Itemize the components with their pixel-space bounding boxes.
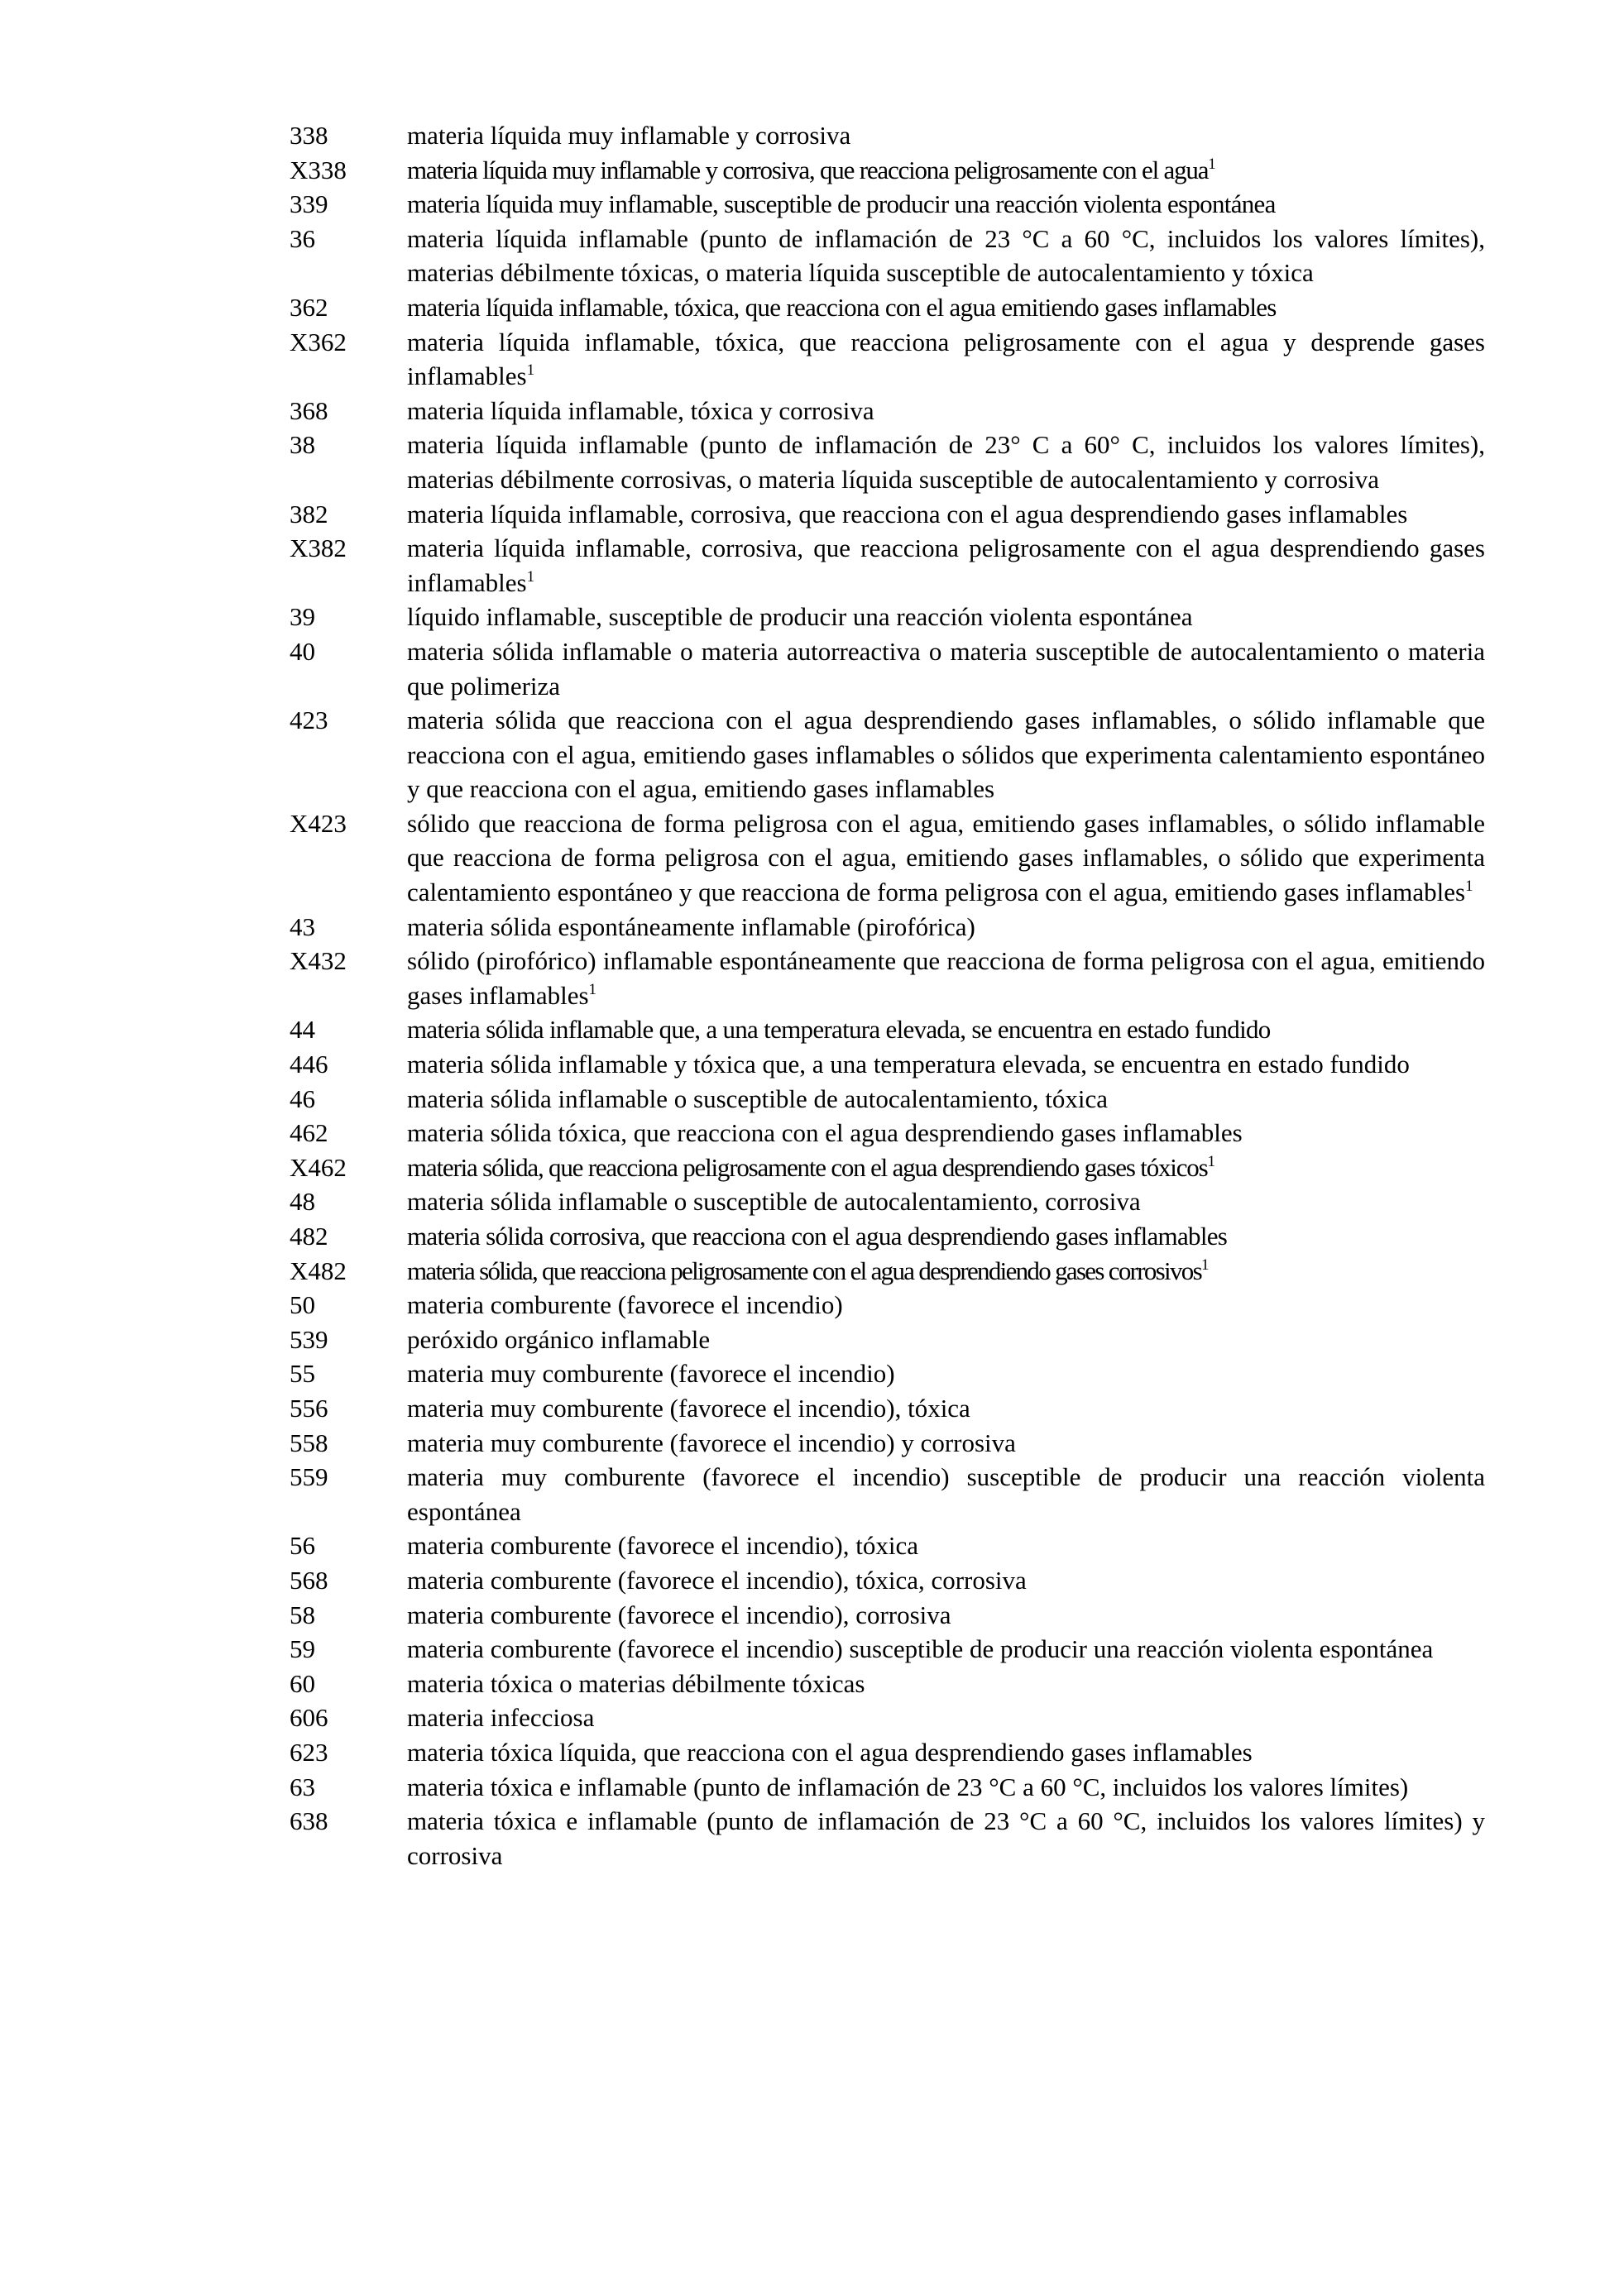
hazard-entry <box>290 222 1485 290</box>
hazard-entry <box>290 1700 1485 1735</box>
hazard-code: 44 <box>290 1015 315 1045</box>
hazard-entry <box>290 1323 1485 1357</box>
hazard-description-text: líquido inflamable, susceptible de producir una reacción violenta espontánea <box>407 602 1193 632</box>
hazard-entry <box>290 1632 1485 1667</box>
hazard-description <box>407 600 1485 634</box>
hazard-description-text: materia comburente (favorece el incendio) susceptible de producir una reacción violenta espontánea <box>407 1634 1434 1664</box>
hazard-description-text: materia muy comburente (favorece el incendio) y corrosiva <box>407 1428 1016 1457</box>
footnote-marker: 1 <box>1200 1256 1208 1274</box>
hazard-description <box>407 806 1485 910</box>
hazard-description <box>407 222 1485 290</box>
hazard-description-text: materia líquida muy inflamable y corrosiva <box>407 121 851 150</box>
hazard-code: 339 <box>290 189 328 219</box>
hazard-description <box>407 1735 1485 1770</box>
hazard-description <box>407 153 1485 188</box>
hazard-description-text: materia tóxica o materias débilmente tóxicas <box>407 1668 865 1698</box>
hazard-code: 55 <box>290 1359 315 1389</box>
hazard-description-text: materia líquida inflamable (punto de inflamación de 23° C a 60° C, incluidos los valores límites), materias débilmente corrosivas, o materia líquida susceptible de autocalentamiento y corrosiva <box>407 430 1485 494</box>
hazard-description-text: materia líquida inflamable (punto de inflamación de 23 °C a 60 °C, incluidos los valores límites), materias débilmente tóxicas, o materia líquida susceptible de autocalentamiento y tóxica <box>407 223 1485 288</box>
hazard-description <box>407 1770 1485 1805</box>
hazard-code: 446 <box>290 1050 328 1079</box>
hazard-code: 59 <box>290 1634 315 1664</box>
hazard-description <box>407 1563 1485 1598</box>
hazard-description <box>407 1391 1485 1426</box>
hazard-description <box>407 1426 1485 1461</box>
hazard-description <box>407 1356 1485 1391</box>
hazard-code: X423 <box>290 808 347 838</box>
hazard-description-text: materia sólida inflamable o susceptible de autocalentamiento, tóxica <box>407 1083 1109 1113</box>
hazard-entry <box>290 1356 1485 1391</box>
hazard-entry <box>290 1460 1485 1528</box>
hazard-description-text: materia muy comburente (favorece el incendio) <box>407 1359 895 1389</box>
hazard-description-text: materia líquida inflamable, tóxica y corrosiva <box>407 395 874 425</box>
hazard-description-text: materia comburente (favorece el incendio), corrosiva <box>407 1600 951 1629</box>
hazard-description <box>407 428 1485 496</box>
hazard-code: X482 <box>290 1256 347 1285</box>
hazard-entry <box>290 531 1485 600</box>
hazard-code: 482 <box>290 1222 328 1251</box>
hazard-description-text: materia muy comburente (favorece el incendio), tóxica <box>407 1393 970 1423</box>
hazard-description-text: materia líquida inflamable, tóxica, que reacciona peligrosamente con el agua y desprende gases inflamables <box>407 327 1485 391</box>
footnote-marker: 1 <box>1465 878 1473 896</box>
hazard-description-text: materia sólida, que reacciona peligrosamente con el agua desprendiendo gases tóxicos <box>407 1152 1208 1182</box>
hazard-entry <box>290 600 1485 634</box>
hazard-entry <box>290 1426 1485 1461</box>
hazard-code: 539 <box>290 1324 328 1354</box>
hazard-description <box>407 1150 1485 1185</box>
hazard-description <box>407 394 1485 428</box>
hazard-code: X362 <box>290 327 347 356</box>
hazard-description-text: materia tóxica líquida, que reacciona con el agua desprendiendo gases inflamables <box>407 1737 1253 1767</box>
hazard-entry <box>290 1082 1485 1117</box>
hazard-description-text: materia sólida inflamable o materia autorreactiva o materia susceptible de autocalentamiento o materia que polimeriza <box>407 636 1485 701</box>
hazard-entry <box>290 325 1485 394</box>
hazard-code: 40 <box>290 636 315 666</box>
hazard-entry <box>290 497 1485 532</box>
hazard-code: 58 <box>290 1600 315 1629</box>
hazard-description <box>407 325 1485 394</box>
hazard-code: 423 <box>290 706 328 735</box>
hazard-code: 559 <box>290 1462 328 1492</box>
hazard-code: 39 <box>290 602 315 632</box>
hazard-description-text: materia líquida inflamable, tóxica, que reacciona con el agua emitiendo gases inflamables <box>407 292 1277 322</box>
hazard-code: 36 <box>290 223 315 253</box>
hazard-code: 46 <box>290 1083 315 1113</box>
hazard-code: X432 <box>290 946 347 976</box>
hazard-description-text: materia comburente (favorece el incendio), tóxica <box>407 1531 918 1561</box>
hazard-code: 63 <box>290 1772 315 1801</box>
hazard-description <box>407 703 1485 806</box>
hazard-description <box>407 944 1485 1012</box>
hazard-description <box>407 1460 1485 1528</box>
footnote-marker: 1 <box>526 361 535 380</box>
hazard-entry <box>290 910 1485 945</box>
hazard-code: 462 <box>290 1118 328 1148</box>
hazard-description <box>407 1598 1485 1633</box>
hazard-code: 48 <box>290 1187 315 1217</box>
hazard-description-text: materia sólida tóxica, que reacciona con el agua desprendiendo gases inflamables <box>407 1118 1243 1148</box>
hazard-code: X338 <box>290 155 347 184</box>
hazard-code: X462 <box>290 1152 347 1182</box>
hazard-entry <box>290 1116 1485 1150</box>
hazard-description <box>407 290 1485 325</box>
hazard-entry <box>290 1254 1485 1289</box>
hazard-description-text: materia sólida, que reacciona peligrosamente con el agua desprendiendo gases corrosivos <box>407 1256 1201 1285</box>
footnote-marker: 1 <box>526 567 535 586</box>
hazard-code: 56 <box>290 1531 315 1561</box>
hazard-description <box>407 1288 1485 1323</box>
hazard-entry <box>290 153 1485 188</box>
footnote-marker: 1 <box>588 980 597 998</box>
hazard-description-text: materia sólida inflamable que, a una temperatura elevada, se encuentra en estado fundido <box>407 1015 1271 1045</box>
hazard-code: 558 <box>290 1428 328 1457</box>
hazard-code: 382 <box>290 499 328 529</box>
hazard-description-text: materia sólida inflamable o susceptible de autocalentamiento, corrosiva <box>407 1187 1141 1217</box>
hazard-entry <box>290 1770 1485 1805</box>
hazard-entry <box>290 1804 1485 1873</box>
hazard-code: 368 <box>290 395 328 425</box>
hazard-entry <box>290 1667 1485 1701</box>
hazard-description-text: materia líquida inflamable, corrosiva, que reacciona con el agua desprendiendo gases inflamables <box>407 499 1408 529</box>
hazard-description-text: materia líquida inflamable, corrosiva, que reacciona peligrosamente con el agua desprendiendo gases inflamables <box>407 533 1485 597</box>
hazard-description-text: materia sólida que reacciona con el agua desprendiendo gases inflamables, o sólido inflamable que reacciona con el agua, emitiendo gases inflamables o sólidos que experimenta calentamiento espontáneo y que reacciona con el agua, emitiendo gases inflamables <box>407 706 1485 804</box>
hazard-entry <box>290 703 1485 806</box>
hazard-entry <box>290 1598 1485 1633</box>
hazard-entry <box>290 806 1485 910</box>
hazard-description <box>407 1082 1485 1117</box>
hazard-entry <box>290 1735 1485 1770</box>
hazard-description-text: materia infecciosa <box>407 1703 595 1733</box>
hazard-entry <box>290 1391 1485 1426</box>
hazard-description-text: peróxido orgánico inflamable <box>407 1324 711 1354</box>
hazard-description <box>407 497 1485 532</box>
footnote-marker: 1 <box>1207 1152 1214 1170</box>
hazard-code: X382 <box>290 533 347 563</box>
hazard-description-text: materia líquida muy inflamable, susceptible de producir una reacción violenta espontánea <box>407 189 1276 219</box>
hazard-description <box>407 1632 1485 1667</box>
hazard-code: 568 <box>290 1565 328 1595</box>
hazard-code-list <box>290 118 1485 1873</box>
hazard-description <box>407 1047 1485 1082</box>
hazard-entry <box>290 1288 1485 1323</box>
hazard-description <box>407 1219 1485 1254</box>
hazard-code: 338 <box>290 121 328 150</box>
hazard-description <box>407 1116 1485 1150</box>
hazard-code: 43 <box>290 911 315 941</box>
hazard-entry <box>290 290 1485 325</box>
hazard-description <box>407 1254 1485 1289</box>
hazard-description <box>407 634 1485 703</box>
hazard-entry <box>290 1219 1485 1254</box>
hazard-entry <box>290 1012 1485 1047</box>
hazard-description <box>407 1700 1485 1735</box>
hazard-description <box>407 1667 1485 1701</box>
hazard-entry <box>290 634 1485 703</box>
hazard-code: 362 <box>290 292 328 322</box>
hazard-description-text: materia comburente (favorece el incendio), tóxica, corrosiva <box>407 1565 1027 1595</box>
hazard-description <box>407 1528 1485 1563</box>
hazard-code: 606 <box>290 1703 328 1733</box>
hazard-entry <box>290 1528 1485 1563</box>
hazard-description <box>407 1323 1485 1357</box>
hazard-code: 556 <box>290 1393 328 1423</box>
hazard-code: 623 <box>290 1737 328 1767</box>
hazard-entry <box>290 1563 1485 1598</box>
hazard-entry <box>290 1150 1485 1185</box>
hazard-description-text: materia tóxica e inflamable (punto de inflamación de 23 °C a 60 °C, incluidos los valores límites) y corrosiva <box>407 1806 1485 1870</box>
hazard-code: 60 <box>290 1668 315 1698</box>
hazard-code: 50 <box>290 1290 315 1320</box>
hazard-entry <box>290 394 1485 428</box>
footnote-marker: 1 <box>1208 155 1215 173</box>
hazard-description <box>407 187 1485 222</box>
hazard-description-text: materia sólida espontáneamente inflamable (pirofórica) <box>407 911 975 941</box>
hazard-description-text: materia muy comburente (favorece el incendio) susceptible de producir una reacción violenta espontánea <box>407 1462 1485 1526</box>
hazard-description <box>407 531 1485 600</box>
hazard-description-text: materia sólida inflamable y tóxica que, a una temperatura elevada, se encuentra en estado fundido <box>407 1050 1410 1079</box>
hazard-description-text: materia tóxica e inflamable (punto de inflamación de 23 °C a 60 °C, incluidos los valores límites) <box>407 1772 1409 1801</box>
hazard-entry <box>290 428 1485 496</box>
hazard-entry <box>290 187 1485 222</box>
hazard-code: 38 <box>290 430 315 460</box>
hazard-entry <box>290 944 1485 1012</box>
hazard-entry <box>290 1184 1485 1219</box>
hazard-code: 638 <box>290 1806 328 1836</box>
hazard-description <box>407 1184 1485 1219</box>
hazard-description-text: materia sólida corrosiva, que reacciona con el agua desprendiendo gases inflamables <box>407 1222 1228 1251</box>
hazard-description-text: materia comburente (favorece el incendio) <box>407 1290 843 1320</box>
hazard-entry <box>290 1047 1485 1082</box>
hazard-description <box>407 1012 1485 1047</box>
hazard-description <box>407 910 1485 945</box>
hazard-description <box>407 118 1485 153</box>
hazard-description <box>407 1804 1485 1873</box>
hazard-entry <box>290 118 1485 153</box>
hazard-description-text: materia líquida muy inflamable y corrosiva, que reacciona peligrosamente con el agua <box>407 155 1209 184</box>
hazard-description-text: sólido (pirofórico) inflamable espontáneamente que reacciona de forma peligrosa con el agua, emitiendo gases inflamables <box>407 946 1485 1010</box>
hazard-description-text: sólido que reacciona de forma peligrosa con el agua, emitiendo gases inflamables, o sólido inflamable que reacciona de forma peligrosa con el agua, emitiendo gases inflamables, o sólido que experimenta calentamiento espontáneo y que reacciona de forma peligrosa con el agua, emitiendo gases inflamables <box>407 808 1485 907</box>
